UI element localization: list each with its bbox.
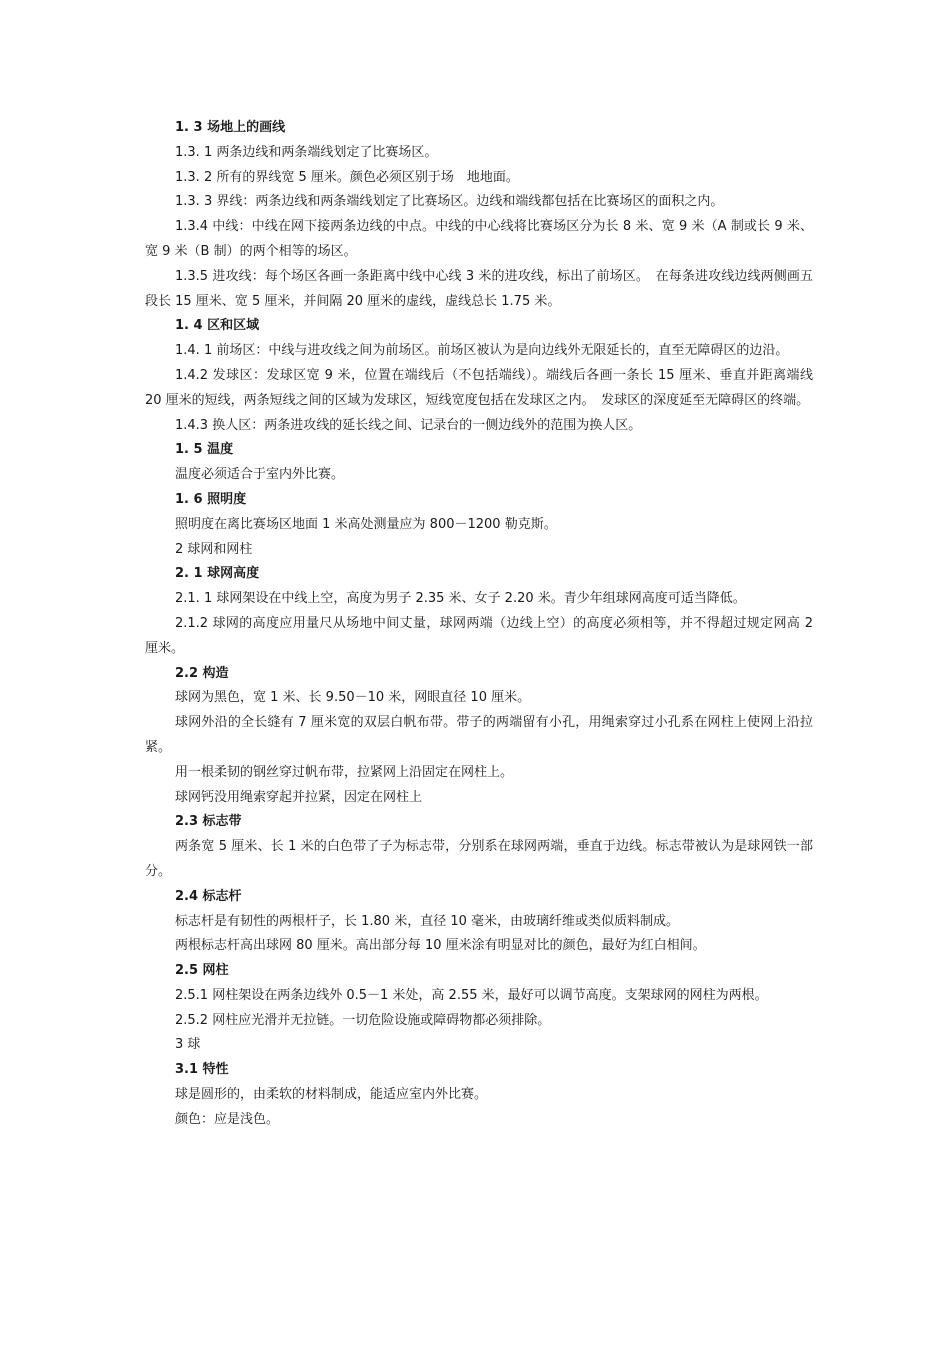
paragraph: 1.4.2 发球区：发球区宽 9 米，位置在端线后（不包括端线）。端线后各画一条长 15 厘米、垂直并距离端线 20 厘米的短线，两条短线之间的区域为发球区，短线宽度包括在发球区之内。 发球区的深度延至无障碍区的终端。 <box>145 367 813 408</box>
section-heading: 1. 6 照明度 <box>175 491 247 507</box>
section-heading: 2.4 标志杆 <box>175 888 242 904</box>
paragraph: 用一根柔韧的钢丝穿过帆布带，拉紧网上沿固定在网柱上。 <box>175 764 514 780</box>
chapter-heading: 2 球网和网柱 <box>175 541 253 557</box>
paragraph: 1.3.4 中线：中线在网下接两条边线的中点。中线的中心线将比赛场区分为长 8 米、宽 9 米（A 制或长 9 米、宽 9 米（B 制）的两个相等的场区。 <box>145 219 813 259</box>
paragraph: 1.4. 1 前场区：中线与进攻线之间为前场区。前场区被认为是向边线外无限延长的，直至无障碍区的边沿。 <box>175 343 789 359</box>
paragraph: 2.1. 1 球网架设在中线上空，高度为男子 2.35 米、女子 2.20 米。青少年组球网高度可适当降低。 <box>175 591 746 607</box>
paragraph: 1.3.5 进攻线：每个场区各画一条距离中线中心线 3 米的进攻线，标出了前场区。 在每条进攻线边线两侧画五段长 15 厘米、宽 5 厘米，并间隔 20 厘米的虚线，虚线总长 1.75 米。 <box>145 268 813 309</box>
paragraph: 1.3. 3 界线：两条边线和两条端线划定了比赛场区。边线和端线都包括在比赛场区的面积之内。 <box>175 194 724 210</box>
section-heading: 3.1 特性 <box>175 1062 229 1078</box>
paragraph: 球网为黑色，宽 1 米、长 9.50－10 米，网眼直径 10 厘米。 <box>175 690 531 706</box>
paragraph: 球网外沿的全长缝有 7 厘米宽的双层白帆布带。带子的两端留有小孔，用绳索穿过小孔系在网柱上使网上沿拉紧。 <box>145 715 813 755</box>
paragraph: 1.3. 2 所有的界线宽 5 厘米。颜色必须区别于场 地地面。 <box>175 169 519 185</box>
section-heading: 2. 1 球网高度 <box>175 566 260 582</box>
section-heading: 2.3 标志带 <box>175 814 242 830</box>
paragraph: 标志杆是有韧性的两根杆子，长 1.80 米，直径 10 毫米，由玻璃纤维或类似质料制成。 <box>175 913 680 929</box>
chapter-heading: 3 球 <box>175 1037 201 1053</box>
section-heading: 2.5 网柱 <box>175 963 229 979</box>
paragraph: 2.1.2 球网的高度应用量尺从场地中间丈量，球网两端（边线上空）的高度必须相等，并不得超过规定网高 2 厘米。 <box>145 615 813 656</box>
paragraph: 1.3. 1 两条边线和两条端线划定了比赛场区。 <box>175 144 438 160</box>
paragraph: 两条宽 5 厘米、长 1 米的白色带了子为标志带，分别系在球网两端，垂直于边线。标志带被认为是球网铁一部分。 <box>145 839 813 879</box>
section-heading: 1. 5 温度 <box>175 442 234 458</box>
paragraph: 球网钙没用绳索穿起并拉紧，因定在网柱上 <box>175 789 423 805</box>
document-body <box>145 116 813 1133</box>
paragraph: 颜色：应是浅色。 <box>175 1111 280 1127</box>
paragraph: 温度必须适合于室内外比赛。 <box>175 467 345 483</box>
section-heading: 1. 3 场地上的画线 <box>175 120 286 135</box>
paragraph: 照明度在离比赛场区地面 1 米高处测量应为 800－1200 勒克斯。 <box>175 516 557 532</box>
paragraph: 2.5.2 网柱应光滑并无拉链。一切危险设施或障碍物都必须排除。 <box>175 1012 551 1028</box>
section-heading: 1. 4 区和区域 <box>175 318 260 334</box>
paragraph: 球是圆形的，由柔软的材料制成，能适应室内外比赛。 <box>175 1087 488 1103</box>
section-heading: 2.2 构造 <box>175 665 229 681</box>
paragraph: 2.5.1 网柱架设在两条边线外 0.5－1 米处，高 2.55 米，最好可以调节高度。支架球网的网柱为两根。 <box>175 987 768 1003</box>
paragraph: 两根标志杆高出球网 80 厘米。高出部分每 10 厘米涂有明显对比的颜色，最好为红白相间。 <box>175 938 706 954</box>
paragraph: 1.4.3 换人区：两条进攻线的延长线之间、记录台的一侧边线外的范围为换人区。 <box>175 417 642 433</box>
